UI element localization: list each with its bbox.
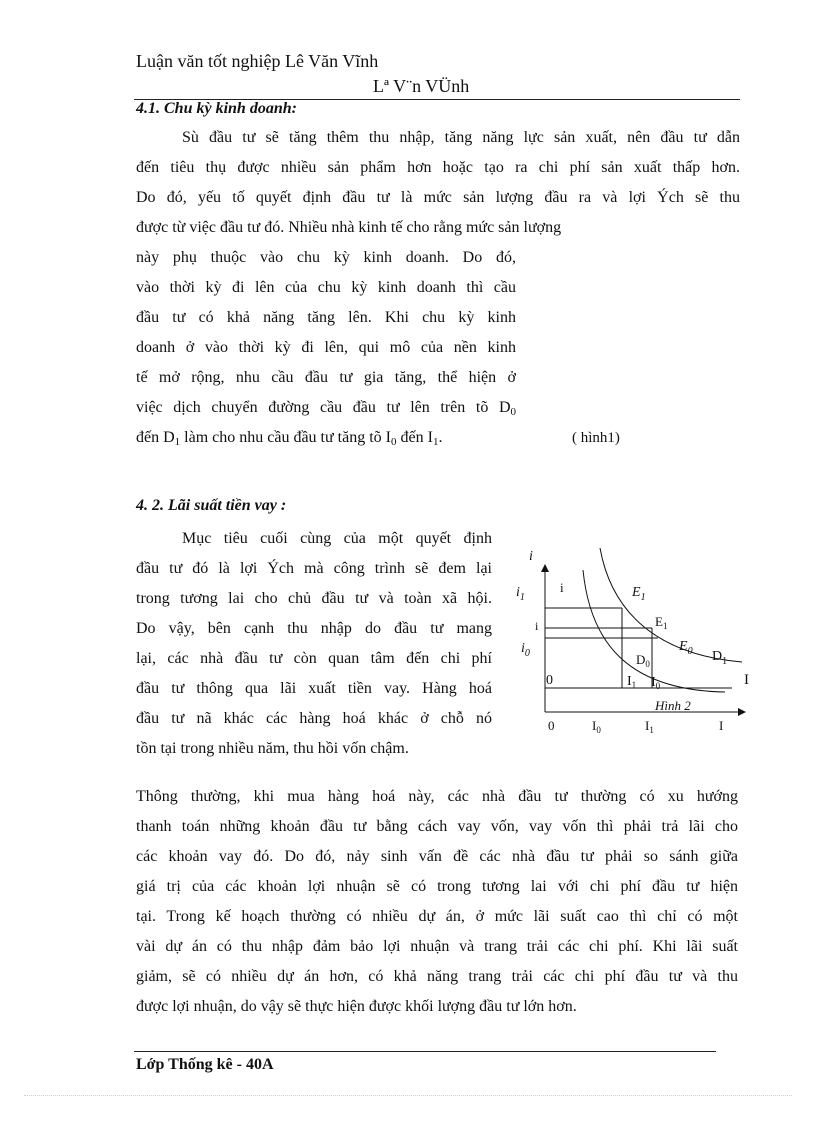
label-I0 (592, 718, 601, 735)
text-fragment: . (438, 429, 443, 446)
label-I1 (645, 718, 654, 735)
label-e1-top-sub: 1 (640, 592, 646, 603)
text-line: doanh ở vào thời kỳ đi lên, qui mô của nền kinh (136, 339, 516, 356)
document-header-title: Luận văn tốt nghiệp Lê Văn Vĩnh (136, 51, 379, 71)
label-I-right: I (744, 672, 749, 688)
subscript: 0 (510, 406, 516, 418)
subscript: 1 (432, 436, 439, 448)
label-i0-inner-main: I (651, 675, 656, 690)
text-line: Do vậy, bên cạnh thu nhập do đầu tư mang (136, 620, 492, 637)
figure-caption-hinh2: Hình 2 (655, 698, 691, 713)
label-i0-inner (651, 675, 661, 691)
text-line: vài dự án có thu nhập đảm bảo lợi nhuận và trang trải các chi phí. Khi lãi suất (136, 938, 738, 955)
label-I1-sub: 1 (649, 725, 654, 735)
section-heading-interest-rate: 4. 2. Lãi suất tiền vay : (136, 497, 287, 514)
label-I0-main: I (592, 718, 597, 733)
label-e1-top-main: E (632, 585, 641, 600)
footer-rule (134, 1051, 716, 1052)
text-line: đến tiêu thụ được nhiều sản phẩm hơn hoặc tạo ra chi phí sản xuất thấp hơn. (136, 159, 740, 176)
label-I-axis: I (719, 718, 724, 733)
text-line: tồn tại trong nhiều năm, thu hồi vốn chậm. (136, 740, 409, 757)
text-line: Mục tiêu cuối cùng của một quyết định (182, 530, 492, 547)
label-e0-main: E (679, 639, 688, 654)
label-i1-inner-sub: 1 (631, 680, 637, 690)
text-fragment: đến D (136, 429, 175, 446)
subscript: 1 (174, 436, 181, 448)
label-i-mid: i (535, 619, 539, 633)
text-fragment: làm cho nhu cầu đầu tư tăng tõ I (180, 429, 391, 446)
text-line: tại. Trong kế hoạch thường có nhiều dự án, ở mức lãi suất cao thì chỉ có một (136, 908, 738, 925)
text-line: Do đó, yếu tố quyết định đầu tư là mức sản lượng đầu ra và lợi Ých sẽ thu (136, 189, 740, 206)
text-line: này phụ thuộc vào chu kỳ kinh doanh. Do đó, (136, 249, 516, 266)
text-line: được lợi nhuận, do vậy sẽ thực hiện được khối lượng đầu tư lớn hơn. (136, 998, 577, 1015)
label-e0 (678, 639, 693, 657)
label-i1-inner-main: I (627, 674, 632, 689)
demand-curve-d0 (583, 570, 728, 692)
text-fragment: việc dịch chuyển đường cầu đầu tư lên trên tõ D (136, 399, 511, 416)
text-line: giá trị của các khoản lợi nhuận sẽ có trong tương lai với chi phí đầu tư hiện (136, 878, 738, 895)
label-e1-top (631, 585, 646, 603)
text-line: vào thời kỳ đi lên của chu kỳ kinh doanh thì cầu (136, 279, 516, 296)
label-d0 (636, 652, 650, 669)
label-i1 (516, 585, 525, 603)
label-e0-sub: 0 (687, 646, 693, 657)
label-i0-inner-sub: 0 (655, 681, 661, 691)
subscript: 0 (391, 436, 397, 448)
text-line: Thông thường, khi mua hàng hoá này, các nhà đầu tư thường có xu hướng (136, 788, 738, 805)
label-i0-sub: 0 (524, 648, 530, 659)
label-i0-main: i (521, 641, 525, 656)
text-line: Sù đầu tư sẽ tăng thêm thu nhập, tăng năng lực sản xuất, nên đầu tư dẫn (182, 129, 740, 146)
text-line: tế mở rộng, nhu cầu đầu tư gia tăng, thể hiện ở (136, 369, 516, 386)
label-d0-sub: 0 (645, 659, 650, 669)
text-line: đầu tư có khả năng tăng lên. Khi chu kỳ kinh (136, 309, 516, 326)
footer-class-label: Lớp Thống kê - 40A (136, 1056, 274, 1073)
label-e1 (655, 614, 667, 631)
label-d1-sub: 1 (722, 656, 728, 667)
label-e1-sub: 1 (662, 621, 668, 631)
text-line: đầu tư đó là lợi Ých mà công trình sẽ đem lại (136, 560, 492, 577)
text-line: lại, các nhà đầu tư còn quan tâm đến chi phí (136, 650, 492, 667)
label-d1 (712, 649, 727, 667)
text-line: thanh toán những khoản đầu tư bằng cách vay vốn, vay vốn thì phải trả lãi cho (136, 818, 738, 835)
label-I1-main: I (645, 718, 650, 733)
label-origin-inner: 0 (546, 673, 553, 688)
label-d1-main: D (712, 649, 723, 664)
document-header-garbled-name: Lª V¨n VÜnh (373, 76, 470, 96)
y-axis-label-top: i (529, 549, 533, 564)
text-fragment: đến I (396, 429, 433, 446)
label-i1-inner (627, 674, 636, 690)
demand-curve-d1 (600, 548, 742, 662)
text-line: các khoản vay đó. Do đó, nảy sinh vấn đề các nhà đầu tư phải so sánh giữa (136, 848, 738, 865)
figure-reference-hinh1: ( hình1) (572, 430, 620, 446)
text-line: đầu tư thông qua lãi xuất tiền vay. Hàng hoá (136, 680, 492, 697)
text-line: đầu tư nã khác các hàng hoá khác ở chỗ nó (136, 710, 492, 727)
label-e1-main: E (655, 614, 663, 629)
label-i1-main: i (516, 585, 520, 600)
label-origin: 0 (548, 718, 555, 733)
label-i1-sub: 1 (519, 592, 525, 603)
page-bottom-dotted-line (24, 1095, 792, 1096)
label-d0-main: D (636, 652, 646, 667)
text-line: giảm, sẽ có nhiều dự án hơn, có khả năng trang trải các chi phí đầu tư và thu (136, 968, 738, 985)
text-line: trong tương lai cho chủ đầu tư và toàn xã hội. (136, 590, 492, 607)
section-heading-business-cycle: 4.1. Chu kỳ kinh doanh: (136, 100, 297, 117)
label-I0-sub: 0 (596, 725, 601, 735)
label-i0 (521, 641, 530, 659)
label-i-inner: i (560, 580, 564, 595)
text-line: được từ việc đầu tư đó. Nhiều nhà kinh tế cho rằng mức sản lượng (136, 219, 562, 236)
